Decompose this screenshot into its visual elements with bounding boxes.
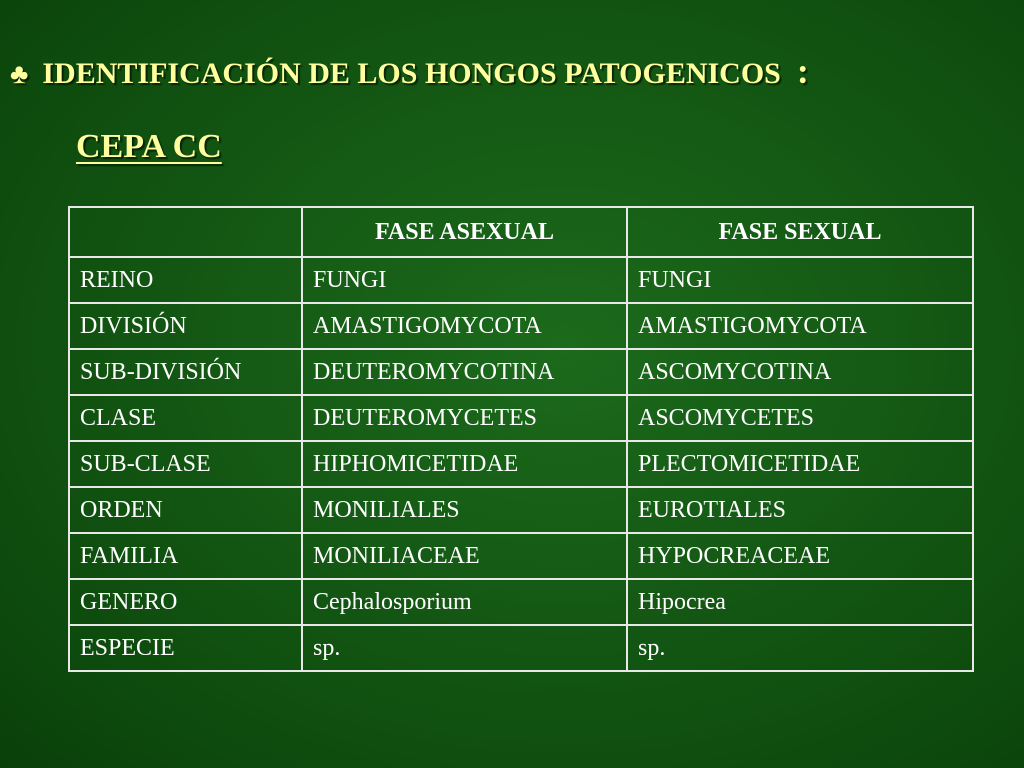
sexual-cell: AMASTIGOMYCOTA [627,303,973,349]
rank-cell: SUB-DIVISIÓN [69,349,302,395]
header-cell-asexual-phase: FASE ASEXUAL [302,207,627,257]
table-row [69,579,973,625]
slide-subtitle: CEPA CC [76,128,222,165]
sexual-cell: PLECTOMICETIDAE [627,441,973,487]
sexual-cell: EUROTIALES [627,487,973,533]
asexual-cell: HIPHOMICETIDAE [302,441,627,487]
header-cell-sexual-phase: FASE SEXUAL [627,207,973,257]
rank-cell: REINO [69,257,302,303]
rank-cell: CLASE [69,395,302,441]
asexual-cell: DEUTEROMYCETES [302,395,627,441]
rank-cell: ORDEN [69,487,302,533]
rank-cell: DIVISIÓN [69,303,302,349]
sexual-cell: ASCOMYCETES [627,395,973,441]
club-icon: ♣ [10,59,29,90]
header-cell-rank [69,207,302,257]
slide-title: IDENTIFICACIÓN DE LOS HONGOS PATOGENICOS [42,57,781,90]
table-row [69,303,973,349]
asexual-cell: DEUTEROMYCOTINA [302,349,627,395]
sexual-cell: Hipocrea [627,579,973,625]
table-row [69,257,973,303]
asexual-cell: sp. [302,625,627,671]
sexual-cell: sp. [627,625,973,671]
taxonomy-table [68,206,974,672]
asexual-cell: AMASTIGOMYCOTA [302,303,627,349]
asexual-cell: MONILIALES [302,487,627,533]
slide-title-row [10,50,809,92]
rank-cell: SUB-CLASE [69,441,302,487]
rank-cell: ESPECIE [69,625,302,671]
asexual-cell: MONILIACEAE [302,533,627,579]
sexual-cell: HYPOCREACEAE [627,533,973,579]
table-row [69,349,973,395]
sexual-cell: FUNGI [627,257,973,303]
sexual-cell: ASCOMYCOTINA [627,349,973,395]
rank-cell: FAMILIA [69,533,302,579]
table-row [69,395,973,441]
table-row [69,441,973,487]
table-row [69,625,973,671]
asexual-cell: Cephalosporium [302,579,627,625]
table-row [69,533,973,579]
table-header-row [69,207,973,257]
asexual-cell: FUNGI [302,257,627,303]
title-colon: : [796,51,809,91]
rank-cell: GENERO [69,579,302,625]
table-row [69,487,973,533]
